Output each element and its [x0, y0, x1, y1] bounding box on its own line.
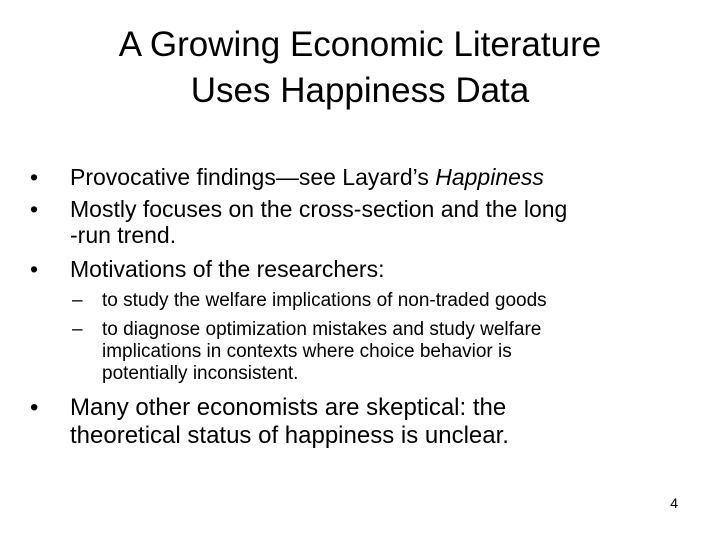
sub-bullet-line-3: potentially inconsistent. — [102, 363, 299, 384]
bullet-point-icon: • — [30, 196, 39, 222]
bullet-point-icon: • — [30, 164, 39, 190]
bullet-text-line-1: Mostly focuses on the cross-section and the long — [70, 196, 568, 222]
bullet-item-skeptical — [30, 394, 690, 450]
dash-icon: – — [72, 290, 83, 311]
bullet-point-icon: • — [30, 256, 39, 282]
sub-bullet-welfare — [72, 290, 682, 312]
sub-bullet-optimization — [72, 319, 682, 385]
bullet-text-line-1: Many other economists are skeptical: the — [70, 394, 507, 421]
sub-bullet-text: to study the welfare implications of non-traded goods — [102, 290, 547, 311]
bullet-text-line-2: -run trend. — [70, 222, 177, 248]
dash-icon: – — [72, 319, 83, 340]
title-line-1: A Growing Economic Literature — [118, 25, 602, 64]
title-line-2: Uses Happiness Data — [190, 71, 530, 110]
bullet-point-icon: • — [30, 394, 39, 421]
bullet-item-motivations — [30, 256, 690, 282]
bullet-item-focus — [30, 196, 690, 248]
bullet-text — [30, 394, 690, 450]
bullet-text — [30, 196, 690, 248]
sub-bullet-line-1: to diagnose optimization mistakes and study welfare — [102, 319, 542, 340]
page-number: 4 — [670, 495, 678, 511]
bullet-text-line-2: theoretical status of happiness is unclear. — [70, 422, 509, 449]
bullet-text: Motivations of the researchers: — [70, 256, 385, 282]
sub-bullet-text — [72, 319, 682, 385]
slide-title — [0, 22, 720, 114]
sub-bullet-line-2: implications in contexts where choice behavior is — [102, 341, 512, 362]
book-title: Happiness — [435, 164, 544, 190]
bullet-text — [30, 164, 690, 190]
bullet-text-plain: Provocative findings—see Layard’s — [70, 164, 436, 190]
bullet-item-findings — [30, 164, 690, 190]
